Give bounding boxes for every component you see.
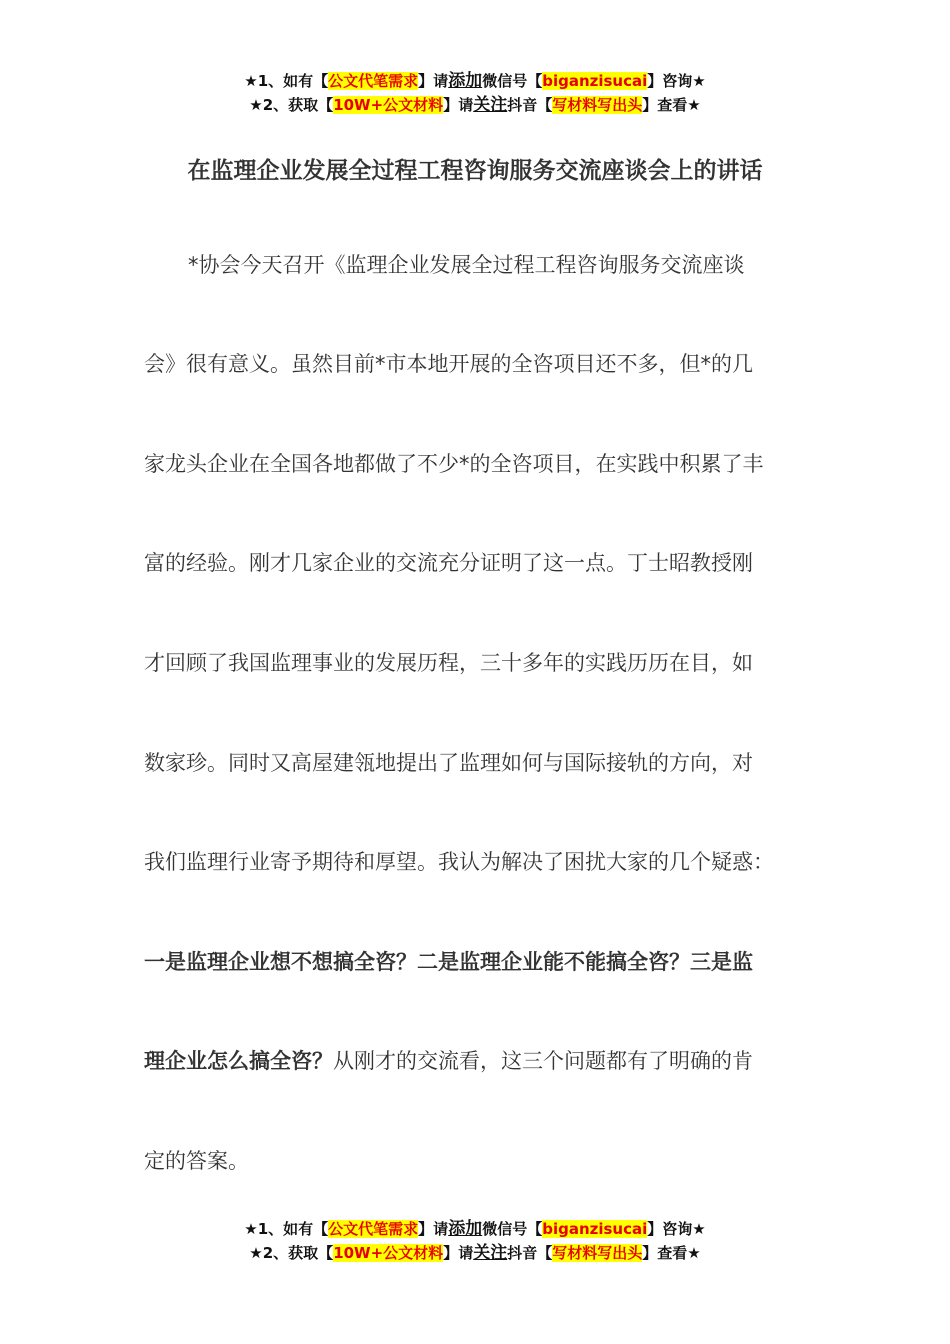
banner-wechat-id: biganzisucai [542, 72, 648, 90]
banner-underlined: 添加 [448, 71, 483, 91]
banner-text: 微信号【 [482, 1220, 543, 1238]
banner-text: 】查看★ [642, 1244, 701, 1262]
banner-text: 】请 [443, 96, 474, 114]
body-line-2: 会》很有意义。虽然目前*市本地开展的全咨项目还不多，但*的几 [144, 352, 753, 376]
banner-line-2 [0, 1241, 950, 1265]
body-line-9 [144, 1047, 753, 1075]
banner-text: 抖音【 [507, 96, 553, 114]
banner-text: 】请 [418, 1220, 449, 1238]
banner-text: ★1、如有【 [244, 72, 329, 90]
banner-text: 】咨询★ [647, 72, 706, 90]
banner-underlined: 关注 [473, 95, 508, 115]
banner-highlight: 10W+公文材料 [333, 1244, 444, 1262]
body-line-10: 定的答案。 [144, 1149, 249, 1173]
banner-highlight: 公文代笔需求 [328, 1220, 419, 1238]
banner-highlight: 10W+公文材料 [333, 96, 444, 114]
body-line-9-rest: 从刚才的交流看，这三个问题都有了明确的肯 [333, 1049, 753, 1073]
banner-line-1 [0, 69, 950, 93]
document-title: 在监理企业发展全过程工程咨询服务交流座谈会上的讲话 [187, 158, 763, 184]
body-line-7: 我们监理行业寄予期待和厚望。我认为解决了困扰大家的几个疑惑： [144, 850, 774, 874]
banner-text: 】查看★ [642, 96, 701, 114]
body-line-5: 才回顾了我国监理事业的发展历程，三十多年的实践历历在目，如 [144, 651, 753, 675]
banner-line-2 [0, 93, 950, 117]
banner-text: 】咨询★ [647, 1220, 706, 1238]
banner-text: ★2、获取【 [249, 1244, 334, 1262]
banner-underlined: 关注 [473, 1243, 508, 1263]
body-line-8-bold: 一是监理企业想不想搞全咨？二是监理企业能不能搞全咨？三是监 [144, 950, 753, 974]
banner-text: 微信号【 [482, 72, 543, 90]
banner-douyin-id: 写材料写出头 [552, 96, 643, 114]
top-banner [0, 69, 950, 117]
banner-text: 】请 [443, 1244, 474, 1262]
banner-line-1 [0, 1217, 950, 1241]
body-bold-question: 理企业怎么搞全咨？ [144, 1049, 333, 1073]
body-line-3: 家龙头企业在全国各地都做了不少*的全咨项目，在实践中积累了丰 [144, 452, 764, 476]
body-line-4: 富的经验。刚才几家企业的交流充分证明了这一点。丁士昭教授刚 [144, 551, 753, 575]
banner-text: ★2、获取【 [249, 96, 334, 114]
banner-text: 抖音【 [507, 1244, 553, 1262]
banner-douyin-id: 写材料写出头 [552, 1244, 643, 1262]
banner-text: 】请 [418, 72, 449, 90]
banner-underlined: 添加 [448, 1219, 483, 1239]
banner-text: ★1、如有【 [244, 1220, 329, 1238]
bottom-banner [0, 1217, 950, 1265]
banner-wechat-id: biganzisucai [542, 1220, 648, 1238]
body-line-1: *协会今天召开《监理企业发展全过程工程咨询服务交流座谈 [188, 253, 745, 277]
body-line-6: 数家珍。同时又高屋建瓴地提出了监理如何与国际接轨的方向，对 [144, 751, 753, 775]
banner-highlight: 公文代笔需求 [328, 72, 419, 90]
